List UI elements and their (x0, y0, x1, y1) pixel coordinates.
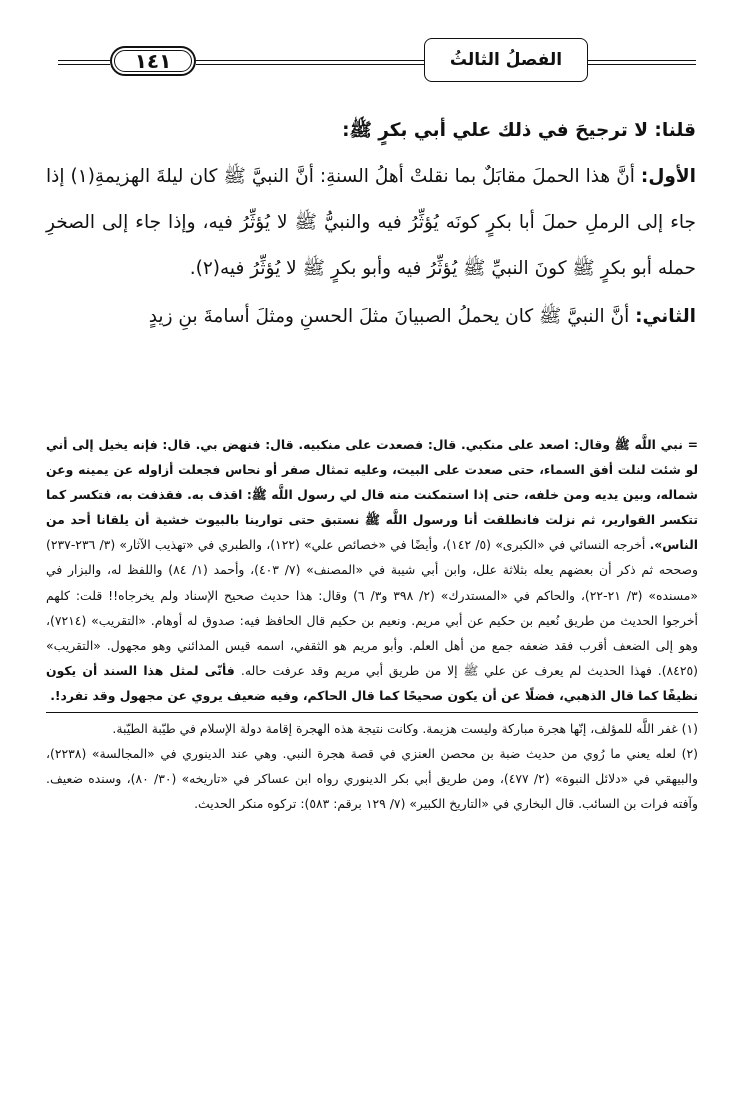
first-point-paragraph (46, 154, 696, 292)
footnote-continuation (46, 432, 698, 708)
chapter-title-frame (424, 38, 588, 82)
header-rule-middle (196, 60, 424, 65)
second-point-label: الثاني: (635, 306, 696, 327)
footnote-continuation-bold-end: فأنّى لمثل هذا السند أن يكون نظيفًا كما قال الذهبي، فضلًا عن أن يكون صحيحًا كما قال الحاكم، وفيه ضعيف يروي عن مجهول وقد تفرد!. (46, 662, 698, 703)
chapter-title: الفصلُ الثالثُ (449, 50, 563, 70)
second-point-paragraph (46, 294, 696, 340)
header-rule-right (588, 60, 696, 65)
first-point-text: أنَّ هذا الحملَ مقابَلٌ بما نقلتْ أهلُ السنةِ: أنَّ النبيَّ ﷺ كان ليلةَ الهزيمةِ(١) إذا جاء إلى الرملِ حملَ أبا بكرٍ كونَه يُؤثِّرُ فيه والنبيُّ ﷺ لا يُؤثِّرُ فيه، وإذا جاء إلى الصخرِ حمله أبو بكرٍ ﷺ كونَ النبيِّ ﷺ يُؤثِّرُ فيه وأبو بكرٍ ﷺ لا يُؤثِّرُ فيه(٢). (46, 166, 696, 279)
footnote-continuation-bold: = نبي اللَّه ﷺ وقال: اصعد على منكبي. قال: فصعدت على منكبيه. قال: فنهض بي. قال: فإنه يخيل إلى أني لو شئت لنلت أفق السماء، حتى صعدت على البيت، وعليه تمثال صفر أو نحاس فجعلت أزاوله عن يمينه وعن شماله، وبين يديه ومن خلفه، حتى إذا استمكنت منه قال لي رسول اللَّه ﷺ: اقذف به. فقذفت به، فتكسر كما تتكسر القوارير، ثم نزلت فانطلقت أنا ورسول اللَّه ﷺ نستبق حتى توارينا بالبيوت خشية أن يلقانا أحد من الناس». (46, 437, 698, 553)
footnote-2: (٢) لعله يعني ما رُوي من حديث ضبة بن محصن العنزي في قصة هجرة النبي. وهي عند الدينوري في «المجالسة» (٢٢٣٨)، والبيهقي في «دلائل النبوة» (٢/ ٤٧٧)، ومن طريق أبي بكر الدينوري رواه ابن عساكر في «تاريخه» (٣٠/ ٨٠)، وسنده ضعيف. وآفته فرات بن السائب. قال البخاري في «التاريخ الكبير» (٧/ ١٢٩ برقم: ٥٨٣): تركوه منكر الحديث. (46, 746, 698, 812)
footnotes-area (46, 432, 698, 816)
page-number: ١٤١ (134, 49, 172, 73)
page-number-frame (110, 46, 196, 76)
second-point-text: أنَّ النبيَّ ﷺ كان يحملُ الصبيانَ مثلَ الحسنِ ومثلَ أسامةَ بنِ زيدٍ (148, 306, 636, 327)
first-point-label: الأول: (640, 166, 696, 187)
footnote-divider (46, 712, 698, 713)
header-rule-left (58, 60, 110, 65)
footnote-1: (١) غفر اللَّه للمؤلف، إنّها هجرة مباركة وليست هزيمة. وكانت نتيجة هذه الهجرة إقامة دولة الإسلام في طيّبة الطيّبة. (112, 721, 698, 737)
footnote-continuation-plain: أخرجه النسائي في «الكبرى» (٥/ ١٤٢)، وأيضًا في «خصائص علي» (١٢٢)، والطبري في «تهذيب الآثار» (٣/ ٢٣٦-٢٣٧) وصححه ثم ذكر أن بعضهم يعله بثلاثة علل، وابن أبي شيبة في «المصنف» (٧/ ٤٠٣)، وأحمد (١/ ٨٤) واللفظ له، والبزار في «مسنده» (٣/ ٢١-٢٢)، والحاكم في «المستدرك» (٢/ ٣٩٨ و٣/ ٦) وقال: هذا حديث صحيح الإسناد ولم يخرجاه!! قلت: كلهم أخرجوا الحديث من طريق نُعيم بن حكيم عن أبي مريم. ونعيم بن حكيم قال الحافظ فيه: صدوق له أوهام. «التقريب» (٧٢١٤)، وهو إلى الضعف أقرب فقد ضعفه جمع من أهل العلم. وأبو مريم هو الثقفي، اسمه قيس المدائني وهو مجهول. «التقريب» (٨٤٢٥). فهذا الحديث لم يعرف عن علي ﷺ إلا من طريق أبي مريم وقد عرفت حاله. (46, 537, 698, 678)
page-header (0, 38, 751, 88)
main-text (46, 108, 696, 340)
section-heading: قلنا: لا ترجيحَ في ذلك علي أبي بكرٍ ﷺ: (342, 120, 696, 141)
